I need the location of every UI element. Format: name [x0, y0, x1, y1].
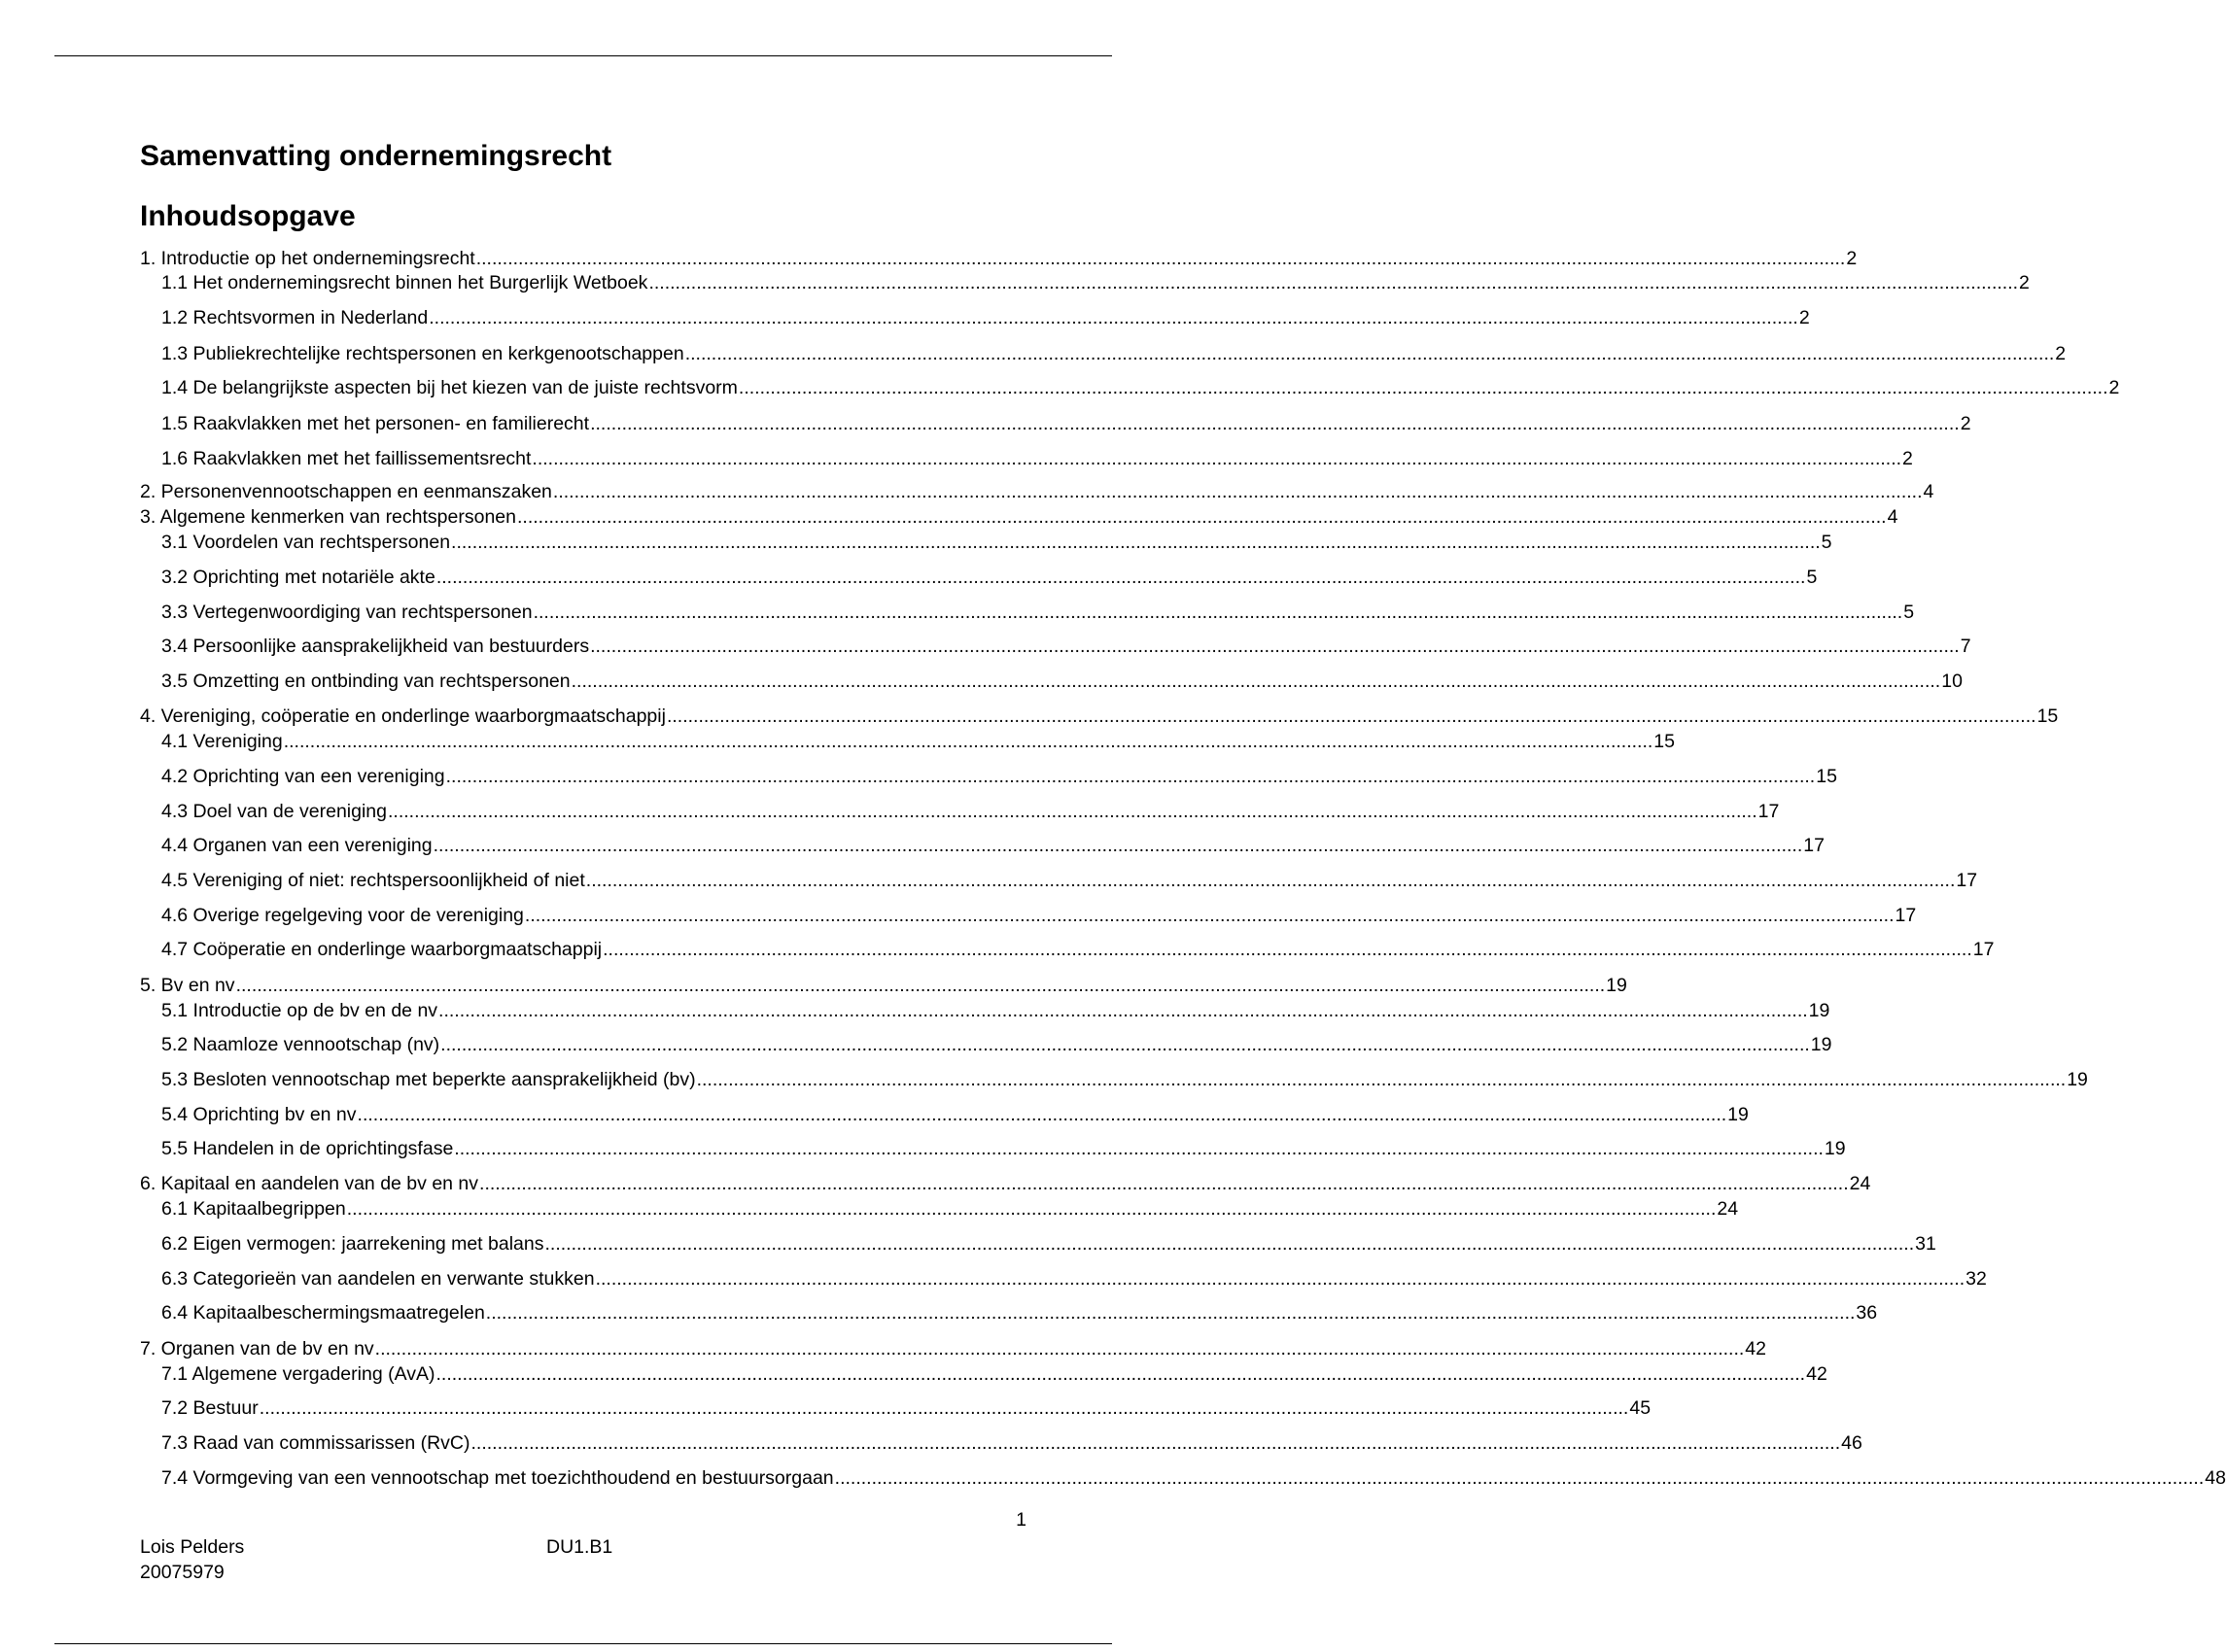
toc-entry-page: 19 — [1606, 975, 1627, 996]
toc-entry[interactable] — [161, 601, 1915, 624]
toc-entry[interactable] — [161, 1033, 1832, 1056]
toc-entry-page: 10 — [1941, 671, 1963, 692]
toc-entry-page: 24 — [1849, 1173, 1871, 1194]
toc-entry[interactable] — [161, 938, 1995, 961]
toc-dot-leader: .................................................................................................................................................................................................................................................................... — [533, 602, 1903, 623]
toc-entry-label: 7.3 Raad van commissarissen (RvC) — [161, 1432, 470, 1454]
toc-dot-leader: .................................................................................................................................................................................................................................................................... — [571, 671, 1941, 692]
toc-entry-page: 19 — [1810, 1034, 1832, 1055]
toc-entry-label: 7.2 Bestuur — [161, 1397, 259, 1419]
toc-entry-page: 19 — [1824, 1138, 1846, 1159]
toc-dot-leader: .................................................................................................................................................................................................................................................................... — [283, 731, 1653, 752]
toc-entry-page: 15 — [1653, 731, 1675, 752]
toc-entry-page: 17 — [1757, 801, 1780, 822]
toc-entry[interactable] — [161, 765, 1837, 788]
toc-entry-page: 2 — [1960, 413, 1971, 434]
toc-dot-leader: .................................................................................................................................................................................................................................................................... — [435, 567, 1806, 588]
toc-entry-label: 5. Bv en nv — [140, 975, 235, 996]
toc-entry-label: 3. Algemene kenmerken van rechtspersonen — [140, 506, 516, 528]
toc-entry-page: 17 — [1956, 870, 1978, 891]
toc-entry[interactable] — [161, 1068, 2088, 1091]
toc-dot-leader: .................................................................................................................................................................................................................................................................... — [479, 1173, 1849, 1194]
toc-dot-leader: .................................................................................................................................................................................................................................................................... — [696, 1069, 2067, 1090]
toc-dot-leader: .................................................................................................................................................................................................................................................................... — [590, 636, 1960, 657]
toc-dot-leader: .................................................................................................................................................................................................................................................................... — [357, 1104, 1727, 1125]
toc-dot-leader: .................................................................................................................................................................................................................................................................... — [388, 801, 1757, 822]
footer-student-id: 20075979 — [140, 1562, 225, 1583]
toc-entry-label: 5.4 Oprichting bv en nv — [161, 1104, 357, 1125]
toc-dot-leader: .................................................................................................................................................................................................................................................................... — [585, 870, 1956, 891]
toc-dot-leader: .................................................................................................................................................................................................................................................................... — [834, 1467, 2205, 1489]
toc-entry-page: 48 — [2205, 1467, 2226, 1489]
toc-entry-page: 2 — [1846, 248, 1858, 269]
toc-entry[interactable] — [161, 904, 1917, 927]
toc-entry-label: 5.3 Besloten vennootschap met beperkte aansprakelijkheid (bv) — [161, 1069, 696, 1090]
toc-entry-page: 7 — [1960, 636, 1971, 657]
toc-entry[interactable] — [161, 271, 2030, 294]
toc-entry-label: 6. Kapitaal en aandelen van de bv en nv — [140, 1173, 479, 1194]
toc-entry-page: 19 — [1808, 1000, 1830, 1021]
toc-entry-label: 4.1 Vereniging — [161, 731, 283, 752]
toc-dot-leader: .................................................................................................................................................................................................................................................................... — [429, 307, 1798, 328]
toc-entry[interactable] — [161, 999, 1830, 1022]
toc-dot-leader: .................................................................................................................................................................................................................................................................... — [235, 975, 1606, 996]
toc-entry-page: 17 — [1803, 835, 1825, 856]
toc-entry-label: 4.4 Organen van een vereniging — [161, 835, 433, 856]
toc-dot-leader: .................................................................................................................................................................................................................................................................... — [603, 939, 1972, 960]
toc-dot-leader: .................................................................................................................................................................................................................................................................... — [524, 905, 1895, 926]
toc-dot-leader: .................................................................................................................................................................................................................................................................... — [374, 1338, 1745, 1359]
toc-entry-label: 1.6 Raakvlakken met het faillissementsrecht — [161, 448, 532, 469]
toc-entry-page: 15 — [2036, 706, 2059, 727]
toc-entry[interactable] — [140, 480, 1934, 503]
toc-entry-page: 2 — [1902, 448, 1913, 469]
toc-entry-page: 17 — [1972, 939, 1995, 960]
footer-course-code: DU1.B1 — [546, 1536, 613, 1558]
toc-entry-page: 42 — [1806, 1363, 1827, 1385]
toc-entry[interactable] — [161, 447, 1913, 470]
toc-entry-label: 4.7 Coöperatie en onderlinge waarborgmaatschappij — [161, 939, 603, 960]
toc-entry-label: 2. Personenvennootschappen en eenmanszaken — [140, 481, 552, 502]
toc-dot-leader: .................................................................................................................................................................................................................................................................... — [516, 506, 1887, 528]
toc-entry-label: 7. Organen van de bv en nv — [140, 1338, 374, 1359]
toc-entry-label: 6.1 Kapitaalbegrippen — [161, 1198, 346, 1220]
toc-dot-leader: .................................................................................................................................................................................................................................................................... — [552, 481, 1923, 502]
page-number: 1 — [1016, 1509, 1026, 1531]
toc-entry[interactable] — [161, 306, 1810, 329]
toc-entry[interactable] — [140, 974, 1627, 997]
toc-entry-label: 3.4 Persoonlijke aansprakelijkheid van bestuurders — [161, 636, 590, 657]
toc-entry[interactable] — [161, 1466, 2226, 1490]
toc-dot-leader: .................................................................................................................................................................................................................................................................... — [544, 1233, 1915, 1255]
toc-entry-label: 7.1 Algemene vergadering (AvA) — [161, 1363, 435, 1385]
toc-dot-leader: .................................................................................................................................................................................................................................................................... — [485, 1302, 1856, 1324]
toc-entry-page: 24 — [1717, 1198, 1739, 1220]
toc-entry-page: 2 — [2108, 377, 2120, 398]
footer-author: Lois Pelders — [140, 1536, 245, 1558]
toc-entry-label: 1.3 Publiekrechtelijke rechtspersonen en kerkgenootschappen — [161, 343, 684, 364]
toc-entry[interactable] — [140, 1172, 1871, 1195]
toc-dot-leader: .................................................................................................................................................................................................................................................................... — [595, 1268, 1965, 1290]
toc-entry[interactable] — [161, 342, 2067, 365]
toc-entry[interactable] — [161, 670, 1963, 693]
toc-entry-label: 3.2 Oprichting met notariële akte — [161, 567, 435, 588]
toc-entry-label: 4.2 Oprichting van een vereniging — [161, 766, 445, 787]
toc-entry-page: 4 — [1923, 481, 1934, 502]
toc-entry[interactable] — [161, 1431, 1862, 1455]
toc-entry-label: 3.1 Voordelen van rechtspersonen — [161, 532, 451, 553]
toc-dot-leader: .................................................................................................................................................................................................................................................................... — [259, 1397, 1629, 1419]
toc-dot-leader: .................................................................................................................................................................................................................................................................... — [433, 835, 1803, 856]
toc-entry-label: 5.2 Naamloze vennootschap (nv) — [161, 1034, 440, 1055]
toc-dot-leader: .................................................................................................................................................................................................................................................................... — [738, 377, 2108, 398]
toc-dot-leader: .................................................................................................................................................................................................................................................................... — [435, 1363, 1806, 1385]
toc-dot-leader: .................................................................................................................................................................................................................................................................... — [470, 1432, 1841, 1454]
toc-entry[interactable] — [140, 505, 1898, 529]
toc-entry-label: 4.5 Vereniging of niet: rechtspersoonlijkheid of niet — [161, 870, 585, 891]
toc-entry-page: 36 — [1856, 1302, 1878, 1324]
toc-entry[interactable] — [161, 1197, 1739, 1221]
toc-dot-leader: .................................................................................................................................................................................................................................................................... — [475, 248, 1846, 269]
toc-entry-page: 2 — [2019, 272, 2030, 293]
toc-dot-leader: .................................................................................................................................................................................................................................................................... — [445, 766, 1816, 787]
toc-dot-leader: .................................................................................................................................................................................................................................................................... — [684, 343, 2055, 364]
toc-entry[interactable] — [140, 705, 2059, 728]
toc-entry[interactable] — [161, 800, 1780, 823]
toc-entry-page: 2 — [1798, 307, 1810, 328]
toc-entry[interactable] — [161, 730, 1675, 753]
toc-entry[interactable] — [161, 531, 1832, 554]
toc-entry-label: 4. Vereniging, coöperatie en onderlinge waarborgmaatschappij — [140, 706, 666, 727]
toc-entry[interactable] — [161, 376, 2120, 399]
toc-entry-page: 2 — [2055, 343, 2067, 364]
document-title: Samenvatting ondernemingsrecht — [140, 140, 612, 172]
toc-entry-label: 1.4 De belangrijkste aspecten bij het kiezen van de juiste rechtsvorm — [161, 377, 738, 398]
toc-entry[interactable] — [161, 1362, 1827, 1386]
toc-entry-label: 5.1 Introductie op de bv en de nv — [161, 1000, 438, 1021]
toc-entry-page: 32 — [1965, 1268, 1987, 1290]
toc-entry[interactable] — [161, 1137, 1846, 1160]
toc-entry-page: 19 — [2067, 1069, 2088, 1090]
toc-entry-label: 1. Introductie op het ondernemingsrecht — [140, 248, 475, 269]
toc-dot-leader: .................................................................................................................................................................................................................................................................... — [648, 272, 2019, 293]
toc-entry-page: 45 — [1629, 1397, 1652, 1419]
toc-dot-leader: .................................................................................................................................................................................................................................................................... — [440, 1034, 1810, 1055]
toc-dot-leader: .................................................................................................................................................................................................................................................................... — [438, 1000, 1808, 1021]
toc-dot-leader: .................................................................................................................................................................................................................................................................... — [532, 448, 1902, 469]
toc-entry-label: 4.6 Overige regelgeving voor de vereniging — [161, 905, 524, 926]
toc-entry[interactable] — [161, 635, 1971, 658]
footer-rule — [54, 1643, 1112, 1644]
toc-entry-page: 15 — [1816, 766, 1837, 787]
toc-entry[interactable] — [140, 247, 1858, 270]
toc-entry-label: 1.1 Het ondernemingsrecht binnen het Burgerlijk Wetboek — [161, 272, 648, 293]
toc-entry-page: 31 — [1915, 1233, 1936, 1255]
toc-entry-label: 1.2 Rechtsvormen in Nederland — [161, 307, 429, 328]
toc-entry-page: 42 — [1745, 1338, 1766, 1359]
toc-entry-page: 5 — [1903, 602, 1915, 623]
toc-entry-label: 5.5 Handelen in de oprichtingsfase — [161, 1138, 454, 1159]
toc-entry-label: 3.3 Vertegenwoordiging van rechtspersonen — [161, 602, 533, 623]
toc-dot-leader: .................................................................................................................................................................................................................................................................... — [346, 1198, 1717, 1220]
toc-heading: Inhoudsopgave — [140, 200, 356, 232]
toc-entry-label: 7.4 Vormgeving van een vennootschap met toezichthoudend en bestuursorgaan — [161, 1467, 834, 1489]
toc-dot-leader: .................................................................................................................................................................................................................................................................... — [666, 706, 2036, 727]
toc-entry[interactable] — [161, 869, 1978, 892]
toc-entry[interactable] — [161, 1396, 1652, 1420]
toc-entry[interactable] — [161, 1232, 1936, 1256]
toc-entry-page: 5 — [1821, 532, 1832, 553]
toc-entry[interactable] — [161, 412, 1971, 435]
toc-entry-label: 6.3 Categorieën van aandelen en verwante stukken — [161, 1268, 595, 1290]
toc-dot-leader: .................................................................................................................................................................................................................................................................... — [590, 413, 1960, 434]
toc-entry-label: 1.5 Raakvlakken met het personen- en familierecht — [161, 413, 590, 434]
toc-dot-leader: .................................................................................................................................................................................................................................................................... — [451, 532, 1821, 553]
toc-entry[interactable] — [161, 1301, 1878, 1325]
toc-entry-label: 6.4 Kapitaalbeschermingsmaatregelen — [161, 1302, 485, 1324]
toc-entry-page: 19 — [1727, 1104, 1749, 1125]
toc-entry-page: 4 — [1887, 506, 1898, 528]
toc-entry[interactable] — [140, 1337, 1766, 1360]
toc-entry-page: 5 — [1806, 567, 1818, 588]
toc-entry-page: 46 — [1841, 1432, 1862, 1454]
toc-entry[interactable] — [161, 1267, 1987, 1291]
toc-dot-leader: .................................................................................................................................................................................................................................................................... — [454, 1138, 1824, 1159]
toc-entry-page: 17 — [1895, 905, 1917, 926]
toc-entry-label: 3.5 Omzetting en ontbinding van rechtspersonen — [161, 671, 571, 692]
toc-entry-label: 4.3 Doel van de vereniging — [161, 801, 387, 822]
toc-entry[interactable] — [161, 1103, 1749, 1126]
toc-entry-label: 6.2 Eigen vermogen: jaarrekening met balans — [161, 1233, 544, 1255]
toc-entry[interactable] — [161, 834, 1825, 857]
toc-entry[interactable] — [161, 566, 1818, 589]
